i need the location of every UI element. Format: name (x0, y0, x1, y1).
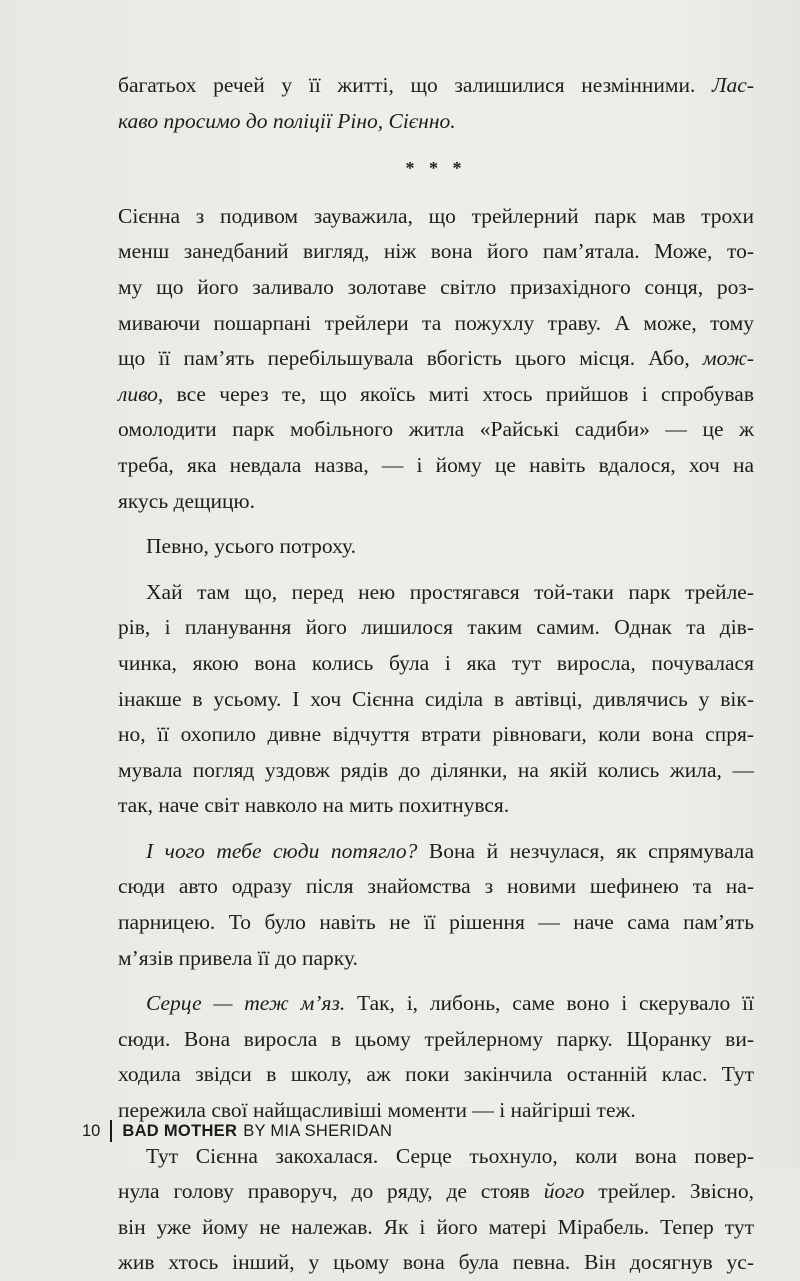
text-line (118, 905, 754, 941)
paragraph (118, 68, 754, 139)
text-segment: так, наче світ навколо на мить похитнувся. (118, 793, 510, 818)
text-segment: ходила звідси в школу, аж поки закінчила останній клас. Тут (118, 1062, 754, 1087)
text-line (118, 1210, 754, 1246)
text-line (118, 377, 754, 413)
text-segment: інакше в усьому. І хоч Сієнна сиділа в автівці, дивлячись у вік- (118, 686, 754, 711)
text-segment: багатьох речей у її житті, що залишилися незмінними. (118, 73, 712, 97)
text-segment: Сієнна з подивом зауважила, що трейлерний парк мав трохи (118, 203, 754, 228)
book-title: BAD MOTHER (122, 1121, 238, 1140)
text-segment: Хай там що, перед нею простягався той-таки парк трейле- (146, 579, 754, 604)
text-line (118, 68, 754, 104)
text-segment: жив хтось інший, у цьому вона була певна. Він досягнув ус- (118, 1250, 754, 1275)
text-line (118, 1245, 754, 1281)
paragraph (118, 1139, 754, 1281)
italic-text: ливо, (118, 381, 164, 406)
text-line (118, 869, 754, 905)
text-segment: якусь дещицю. (118, 488, 255, 513)
paragraph (118, 199, 754, 519)
text-line (118, 682, 754, 718)
text-line (118, 529, 754, 565)
text-line (118, 306, 754, 342)
text-segment: сюди. Вона виросла в цьому трейлерному парку. Щоранку ви- (118, 1026, 754, 1051)
text-line (118, 575, 754, 611)
paragraph (118, 986, 754, 1128)
text-line (118, 1022, 754, 1058)
page-text-body (118, 68, 754, 1281)
text-segment: що її пам’ять перебільшувала вбогість цього місця. Або, (118, 346, 703, 371)
italic-text: його (543, 1179, 585, 1204)
text-segment: парницею. То було навіть не її рішення — наче сама пам’ять (118, 910, 754, 935)
text-line (118, 234, 754, 270)
text-segment: нула голову праворуч, до ряду, де стояв (118, 1179, 544, 1204)
text-segment: Вона й незчулася, як спрямувала (417, 838, 754, 863)
italic-text: мож- (702, 346, 754, 371)
text-line (118, 270, 754, 306)
text-line (118, 717, 754, 753)
text-line (118, 199, 754, 235)
italic-text: Серце — теж м’яз. (146, 991, 346, 1016)
italic-text: І чого тебе сюди потягло? (146, 838, 418, 863)
text-segment: му що його заливало золотаве світло призахідного сонця, роз- (118, 274, 754, 299)
text-segment: но, її охопило дивне відчуття втрати рівноваги, коли вона спря- (118, 722, 754, 747)
text-segment: Тут Сієнна закохалася. Серце тьохнуло, коли вона повер- (146, 1143, 754, 1168)
text-line (118, 104, 754, 140)
text-line (118, 341, 754, 377)
text-segment: м’язів привела її до парку. (118, 945, 358, 970)
page-footer (82, 1116, 392, 1146)
page-number: 10 (82, 1121, 101, 1140)
paragraph (118, 575, 754, 824)
text-segment: пережила свої найщасливіші моменти — і найгірші теж. (118, 1098, 636, 1123)
section-separator: * * * (405, 158, 467, 179)
text-line (118, 646, 754, 682)
book-author: BY MIA SHERIDAN (243, 1121, 393, 1140)
text-segment: треба, яка невдала назва, — і йому це навіть вдалося, хоч на (118, 452, 754, 477)
text-segment: Так, і, либонь, саме воно і скерувало її (345, 991, 754, 1016)
text-line (118, 484, 754, 520)
text-line (118, 412, 754, 448)
text-line (118, 448, 754, 484)
text-segment: миваючи пошарпані трейлери та пожухлу траву. А може, тому (118, 310, 754, 335)
text-segment: Певно, усього потроху. (146, 534, 356, 559)
text-line (118, 610, 754, 646)
text-line (118, 986, 754, 1022)
text-line (118, 941, 754, 977)
italic-text: каво просимо до поліції Ріно, Сієнно. (118, 108, 456, 133)
text-segment: мувала погляд уздовж рядів до ділянки, на якій колись жила, — (118, 757, 754, 782)
text-line (118, 834, 754, 870)
text-line (118, 788, 754, 824)
text-segment: все через те, що якоїсь миті хтось прийшов і спробував (163, 381, 754, 406)
text-segment: омолодити парк мобільного житла «Райські садиби» — це ж (118, 417, 754, 442)
paragraph (118, 529, 754, 565)
italic-text: Лас- (711, 73, 754, 97)
text-line (118, 1057, 754, 1093)
paragraph (118, 834, 754, 976)
text-line (118, 753, 754, 789)
text-segment: чинка, якою вона колись була і яка тут виросла, почувалася (118, 650, 754, 675)
text-segment: сюди авто одразу після знайомства з новими шефинею та на- (118, 874, 754, 899)
text-segment: менш занедбаний вигляд, ніж вона його пам’ятала. Може, то- (118, 239, 754, 264)
text-line (118, 1174, 754, 1210)
text-segment: він уже йому не належав. Як і його матері Мірабель. Тепер тут (118, 1214, 754, 1239)
text-segment: трейлер. Звісно, (584, 1179, 754, 1204)
footer-divider (110, 1120, 112, 1142)
text-segment: рів, і планування його лишилося таким самим. Однак та дів- (118, 615, 754, 640)
